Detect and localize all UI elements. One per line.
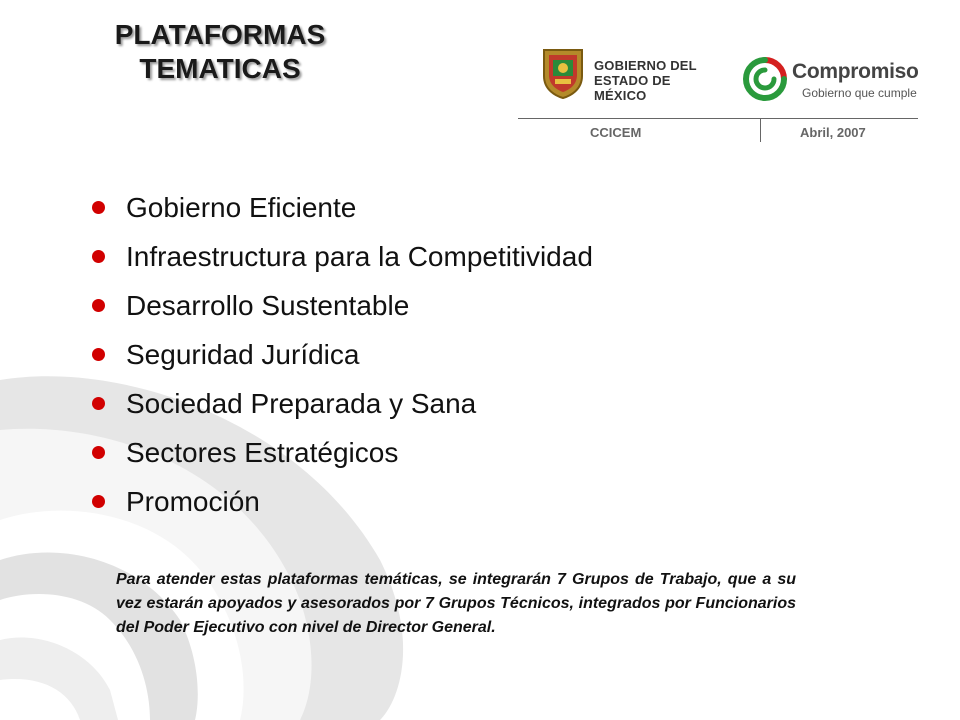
list-item-label: Infraestructura para la Competitividad	[126, 241, 593, 272]
title-line-1: PLATAFORMAS	[114, 19, 326, 50]
list-item	[88, 431, 593, 480]
bullet-dot-icon	[92, 397, 105, 410]
edomex-logo	[536, 44, 726, 104]
list-item-label: Sociedad Preparada y Sana	[126, 388, 477, 419]
compromiso-ring-icon	[742, 56, 788, 102]
title-line-2: TEMATICAS	[139, 53, 301, 84]
bullet-dot-icon	[92, 250, 105, 263]
edomex-text	[594, 58, 726, 103]
list-item	[88, 284, 593, 333]
list-item-label: Promoción	[126, 486, 260, 517]
header-divider	[518, 118, 918, 119]
edomex-line-2: ESTADO DE MÉXICO	[594, 73, 671, 103]
list-item-label: Gobierno Eficiente	[126, 192, 357, 223]
platform-list	[88, 186, 593, 529]
bullet-dot-icon	[92, 299, 105, 312]
list-item	[88, 480, 593, 529]
list-item	[88, 235, 593, 284]
compromiso-name: Compromiso	[792, 60, 919, 83]
list-item-label: Seguridad Jurídica	[126, 339, 360, 370]
list-item-label: Desarrollo Sustentable	[126, 290, 410, 321]
state-seal-icon	[540, 46, 586, 100]
compromiso-tagline: Gobierno que cumple	[802, 86, 917, 100]
list-item-label: Sectores Estratégicos	[126, 437, 399, 468]
list-item	[88, 333, 593, 382]
description-paragraph: Para atender estas plataformas temáticas, se integrarán 7 Grupos de Trabajo, que a su vez estarán apoyados y asesorados por 7 Grupos Técnicos, integrados por Funcionarios del Poder Ejecutivo con nivel de Director General.	[116, 571, 796, 636]
bullet-dot-icon	[92, 201, 105, 214]
list-item	[88, 382, 593, 431]
page-title	[40, 18, 400, 86]
header-org-label: CCICEM	[590, 125, 642, 140]
compromiso-logo	[740, 52, 930, 112]
header-date-label: Abril, 2007	[800, 125, 866, 140]
list-item	[88, 186, 593, 235]
bullet-dot-icon	[92, 348, 105, 361]
bullet-dot-icon	[92, 495, 105, 508]
bullet-dot-icon	[92, 446, 105, 459]
footer-divider	[760, 118, 761, 142]
edomex-line-1: GOBIERNO DEL	[594, 58, 697, 73]
